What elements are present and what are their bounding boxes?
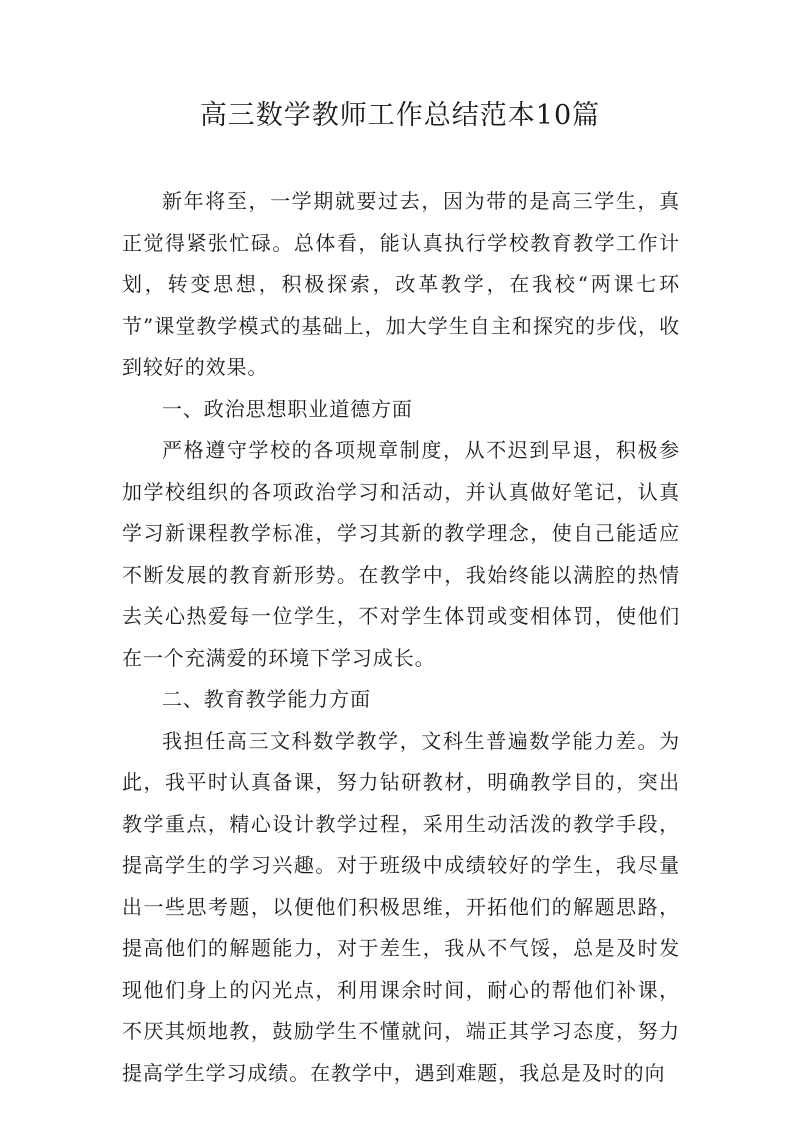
section-body-teaching: 我担任高三文科数学教学，文科生普遍数学能力差。为此，我平时认真备课，努力钻研教材，明确教学目的，突出教学重点，精心设计教学过程，采用生动活泼的教学手段，提高学生的学习兴趣。对于班级中成绩较好的学生，我尽量出一些思考题，以便他们积极思维，开拓他们的解题思路，提高他们的解题能力，对于差生，我从不气馁，总是及时发现他们身上的闪光点，利用课余时间，耐心的帮他们补课，不厌其烦地教，鼓励学生不懂就问，端正其学习态度，努力提高学生学习成绩。在教学中，遇到难题，我总是及时的向 [122,728,680,1085]
section-heading-teaching: 二、教育教学能力方面 [162,687,371,711]
document-body [122,181,680,1094]
intro-paragraph: 新年将至，一学期就要过去，因为带的是高三学生，真正觉得紧张忙碌。总体看，能认真执行学校教育教学工作计划，转变思想，积极探索，改革教学，在我校“两课七环节”课堂教学模式的基础上，加大学生自主和探究的步伐，收到较好的效果。 [122,189,680,379]
section-body-politics: 严格遵守学校的各项规章制度，从不迟到早退，积极参加学校组织的各项政治学习和活动，并认真做好笔记，认真学习新课程教学标准，学习其新的教学理念，使自己能适应不断发展的教育新形势。在教学中，我始终能以满腔的热情去关心热爱每一位学生，不对学生体罚或变相体罚，使他们在一个充满爱的环境下学习成长。 [122,438,680,670]
document-title: 高三数学教师工作总结范本10篇 [199,100,601,131]
section-heading-politics: 一、政治思想职业道德方面 [162,396,413,421]
